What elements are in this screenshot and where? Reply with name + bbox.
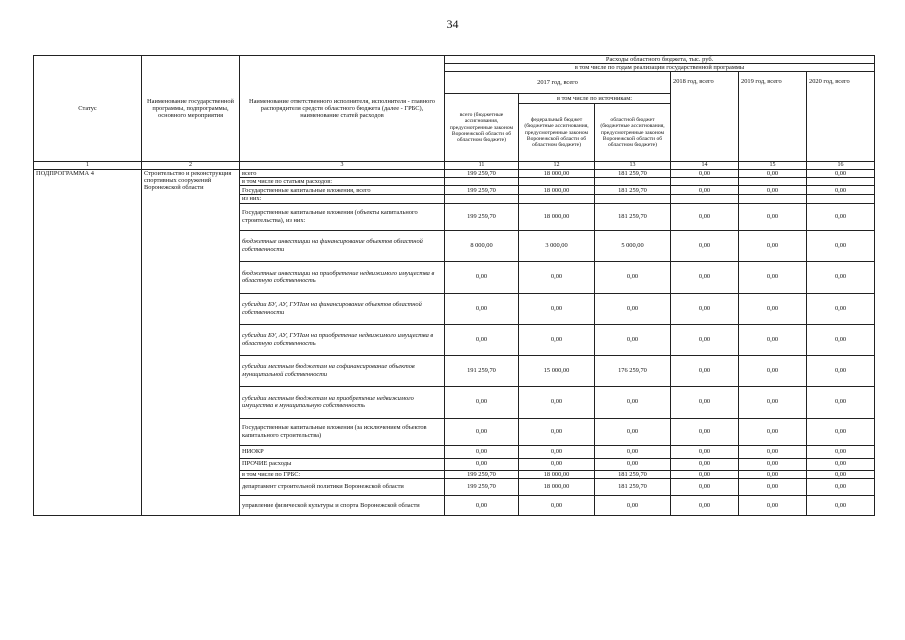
amount-cell: [445, 178, 519, 186]
amount-cell: 0,00: [671, 186, 739, 195]
amount-cell: [595, 178, 671, 186]
header-sources: в том числе по источникам:: [519, 94, 671, 104]
amount-cell: 0,00: [595, 324, 671, 355]
amount-cell: 0,00: [739, 458, 807, 470]
amount-cell: 0,00: [807, 324, 875, 355]
header-regional-source: областной бюджет (бюджетные ассигнования, предусмотренные законом Воронежской области об областном бюджете): [595, 104, 671, 162]
amount-cell: 0,00: [519, 495, 595, 515]
row-label: департамент строительной политики Воронежской области: [240, 478, 445, 495]
amount-cell: 18 000,00: [519, 170, 595, 178]
row-label: субсидии местным бюджетам на приобретение недвижимого имущества в муниципальную собственность: [240, 386, 445, 418]
header-total-source: всего (бюджетные ассигнования, предусмотренные законом Воронежской области об областном бюджете): [445, 94, 519, 162]
header-executor: Наименование ответственного исполнителя, исполнителя - главного распорядителя средств областного бюджета (далее - ГРБС), наименование статей расходов: [240, 56, 445, 162]
amount-cell: 18 000,00: [519, 470, 595, 478]
amount-cell: 0,00: [807, 418, 875, 445]
amount-cell: 176 259,70: [595, 355, 671, 386]
amount-cell: 181 259,70: [595, 170, 671, 178]
amount-cell: 0,00: [739, 418, 807, 445]
table-row: [34, 170, 875, 178]
column-number: 3: [240, 162, 445, 170]
amount-cell: 0,00: [739, 478, 807, 495]
amount-cell: 15 000,00: [519, 355, 595, 386]
amount-cell: 0,00: [739, 324, 807, 355]
amount-cell: 0,00: [671, 170, 739, 178]
amount-cell: 0,00: [739, 470, 807, 478]
amount-cell: 8 000,00: [445, 230, 519, 261]
amount-cell: 0,00: [807, 495, 875, 515]
amount-cell: 0,00: [739, 186, 807, 195]
row-label: в том числе по статьям расходов:: [240, 178, 445, 186]
amount-cell: 199 259,70: [445, 478, 519, 495]
amount-cell: 0,00: [445, 495, 519, 515]
amount-cell: 3 000,00: [519, 230, 595, 261]
column-number: 2: [142, 162, 240, 170]
amount-cell: 0,00: [807, 203, 875, 230]
amount-cell: 0,00: [739, 495, 807, 515]
amount-cell: 0,00: [807, 261, 875, 293]
column-number: 13: [595, 162, 671, 170]
amount-cell: 0,00: [807, 230, 875, 261]
row-label: Государственные капитальные вложения (за исключением объектов капитального строительства): [240, 418, 445, 445]
amount-cell: 0,00: [807, 470, 875, 478]
amount-cell: 0,00: [595, 293, 671, 324]
row-label: управление физической культуры и спорта Воронежской области: [240, 495, 445, 515]
amount-cell: 0,00: [807, 478, 875, 495]
amount-cell: 181 259,70: [595, 203, 671, 230]
amount-cell: 0,00: [519, 458, 595, 470]
column-number: 11: [445, 162, 519, 170]
amount-cell: 0,00: [671, 386, 739, 418]
amount-cell: 0,00: [671, 458, 739, 470]
amount-cell: 0,00: [519, 293, 595, 324]
header-by-years: в том числе по годам реализации государственной программы: [445, 64, 875, 72]
column-number: 1: [34, 162, 142, 170]
amount-cell: 0,00: [445, 418, 519, 445]
amount-cell: [519, 195, 595, 203]
row-label: из них:: [240, 195, 445, 203]
amount-cell: 0,00: [739, 261, 807, 293]
header-year-2018: 2018 год, всего: [671, 72, 739, 162]
amount-cell: 0,00: [739, 230, 807, 261]
header-federal-source: федеральный бюджет (бюджетные ассигнования, предусмотренные законом Воронежской области об областном бюджете): [519, 104, 595, 162]
amount-cell: [671, 178, 739, 186]
row-label: НИОКР: [240, 445, 445, 458]
amount-cell: 0,00: [671, 418, 739, 445]
header-name: Наименование государственной программы, подпрограммы, основного мероприятия: [142, 56, 240, 162]
amount-cell: 5 000,00: [595, 230, 671, 261]
amount-cell: 0,00: [671, 261, 739, 293]
row-label: субсидии местным бюджетам на софинансирование объектов муниципальной собственности: [240, 355, 445, 386]
row-label: ПРОЧИЕ расходы: [240, 458, 445, 470]
amount-cell: 0,00: [595, 458, 671, 470]
amount-cell: 0,00: [595, 418, 671, 445]
row-label: в том числе по ГРБС:: [240, 470, 445, 478]
row-label: всего: [240, 170, 445, 178]
amount-cell: 0,00: [519, 261, 595, 293]
program-status: ПОДПРОГРАММА 4: [34, 170, 142, 516]
amount-cell: [739, 195, 807, 203]
amount-cell: 0,00: [519, 324, 595, 355]
amount-cell: 0,00: [739, 386, 807, 418]
amount-cell: 0,00: [807, 386, 875, 418]
amount-cell: 0,00: [807, 170, 875, 178]
amount-cell: [671, 195, 739, 203]
amount-cell: 0,00: [595, 495, 671, 515]
amount-cell: 0,00: [519, 418, 595, 445]
amount-cell: 199 259,70: [445, 203, 519, 230]
amount-cell: 0,00: [739, 203, 807, 230]
row-label: бюджетные инвестиции на приобретение недвижимого имущества в областную собственность: [240, 261, 445, 293]
amount-cell: 0,00: [445, 386, 519, 418]
amount-cell: 199 259,70: [445, 470, 519, 478]
header-year-2020: 2020 год, всего: [807, 72, 875, 162]
amount-cell: 0,00: [445, 458, 519, 470]
header-year-2019: 2019 год, всего: [739, 72, 807, 162]
amount-cell: 0,00: [807, 445, 875, 458]
budget-table: [33, 55, 875, 516]
amount-cell: 0,00: [671, 324, 739, 355]
amount-cell: 0,00: [739, 170, 807, 178]
row-label: Государственные капитальные вложения, всего: [240, 186, 445, 195]
amount-cell: 199 259,70: [445, 170, 519, 178]
amount-cell: 199 259,70: [445, 186, 519, 195]
amount-cell: [445, 195, 519, 203]
amount-cell: [595, 195, 671, 203]
column-number: 16: [807, 162, 875, 170]
amount-cell: 0,00: [671, 470, 739, 478]
amount-cell: 0,00: [519, 386, 595, 418]
amount-cell: [519, 178, 595, 186]
amount-cell: 0,00: [445, 324, 519, 355]
amount-cell: 0,00: [739, 355, 807, 386]
amount-cell: 18 000,00: [519, 186, 595, 195]
column-number: 14: [671, 162, 739, 170]
row-label: субсидии БУ, АУ, ГУПам на приобретение недвижимого имущества в областную собственность: [240, 324, 445, 355]
amount-cell: 18 000,00: [519, 478, 595, 495]
column-number-row: [34, 162, 875, 170]
row-label: бюджетные инвестиции на финансирование объектов областной собственности: [240, 230, 445, 261]
amount-cell: 0,00: [671, 293, 739, 324]
header-expenses: Расходы областного бюджета, тыс. руб.: [445, 56, 875, 64]
amount-cell: 0,00: [807, 186, 875, 195]
header-year-2017: 2017 год, всего: [445, 72, 671, 94]
amount-cell: 0,00: [519, 445, 595, 458]
amount-cell: 0,00: [595, 386, 671, 418]
row-label: Государственные капитальные вложения (объекты капитального строительства), из них:: [240, 203, 445, 230]
amount-cell: 0,00: [807, 458, 875, 470]
amount-cell: 0,00: [595, 445, 671, 458]
column-number: 15: [739, 162, 807, 170]
column-number: 12: [519, 162, 595, 170]
amount-cell: 0,00: [445, 293, 519, 324]
amount-cell: 0,00: [739, 445, 807, 458]
amount-cell: [739, 178, 807, 186]
amount-cell: 0,00: [671, 230, 739, 261]
row-label: субсидии БУ, АУ, ГУПам на финансирование объектов областной собственности: [240, 293, 445, 324]
amount-cell: 181 259,70: [595, 470, 671, 478]
amount-cell: 0,00: [445, 445, 519, 458]
amount-cell: 0,00: [671, 495, 739, 515]
amount-cell: [807, 195, 875, 203]
amount-cell: 0,00: [671, 355, 739, 386]
amount-cell: 0,00: [739, 293, 807, 324]
amount-cell: 181 259,70: [595, 186, 671, 195]
amount-cell: 191 259,70: [445, 355, 519, 386]
amount-cell: 0,00: [671, 478, 739, 495]
amount-cell: 0,00: [671, 203, 739, 230]
program-name: Строительство и реконструкция спортивных сооружений Воронежской области: [142, 170, 240, 516]
amount-cell: [807, 178, 875, 186]
amount-cell: 0,00: [807, 355, 875, 386]
amount-cell: 0,00: [445, 261, 519, 293]
amount-cell: 181 259,70: [595, 478, 671, 495]
header-status: Статус: [34, 56, 142, 162]
page-number: 34: [446, 17, 459, 31]
amount-cell: 0,00: [807, 293, 875, 324]
amount-cell: 0,00: [595, 261, 671, 293]
amount-cell: 18 000,00: [519, 203, 595, 230]
amount-cell: 0,00: [671, 445, 739, 458]
